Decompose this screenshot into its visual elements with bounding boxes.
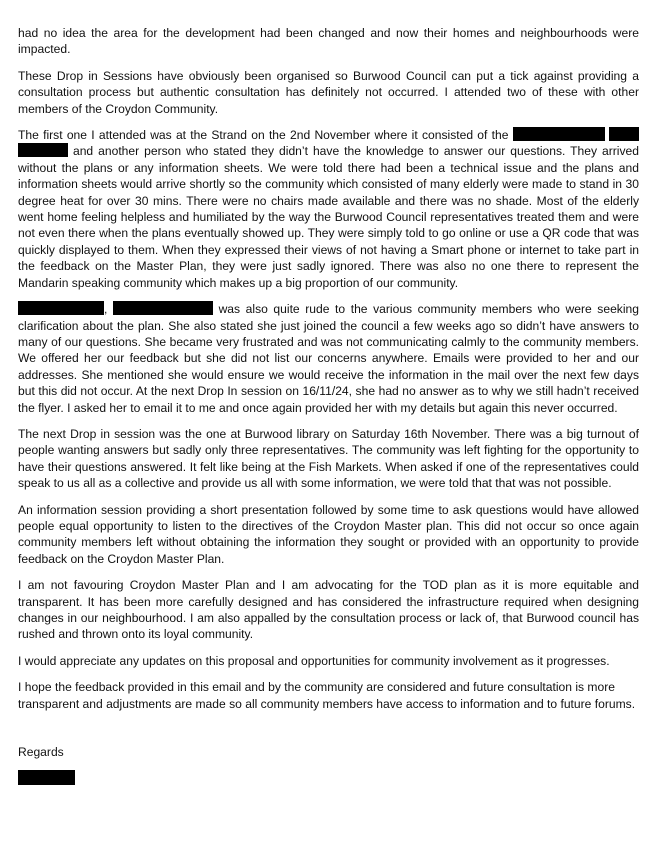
paragraph-2: These Drop in Sessions have obviously been organised so Burwood Council can put a tick against providing a consultation process but authentic consultation has definitely not occurred. I attended two of these with other members of the Croydon Community.	[18, 68, 639, 116]
redaction-block	[113, 301, 213, 315]
redaction-block	[513, 127, 605, 141]
paragraph-8: I would appreciate any updates on this proposal and opportunities for community involvement as it progresses.	[18, 653, 610, 668]
redaction-block	[18, 143, 68, 157]
paragraph-4	[18, 301, 639, 416]
redaction-block	[609, 127, 639, 141]
paragraph-5: The next Drop in session was the one at Burwood library on Saturday 16th November. There was a big turnout of people wanting answers but sadly only three representatives. The community was left fighting for the opportunity to have their questions answered. It felt like being at the Fish Markets. When asked if one of the representatives could speak to us all as a collective and provide us all with some information, we were told that that was not possible.	[18, 426, 639, 491]
redaction-block	[18, 301, 104, 315]
paragraph-7: I am not favouring Croydon Master Plan and I am advocating for the TOD plan as it is more equitable and transparent. It has been more carefully designed and has considered the infrastructure required when designing changes in our neighbourhood. I am also appalled by the consultation process or lack of, that Burwood council has rushed and thrown onto its loyal community.	[18, 578, 639, 642]
closing-salutation: Regards	[18, 745, 64, 760]
paragraph-4-comma: ,	[104, 302, 108, 317]
paragraph-4-body: was also quite rude to the various community members who were seeking clarification about the plan. She also stated she just joined the council a few weeks ago so didn’t have answers to many of our questions. She became very frustrated and was not communicating calmly to the community members. We offered her our feedback but she did not list our concerns anywhere. Emails were provided to her and our addresses. She mentioned she would ensure we would receive the information in the mail over the next few days but this did not occur. At the next Drop In session on 16/11/24, she had no answer as to why we still hadn’t received the flyer. I asked her to email it to me and once again provided her with my details but again this never occurred.	[18, 302, 639, 415]
letter-body	[18, 25, 639, 785]
paragraph-6: An information session providing a short presentation followed by some time to ask questions would have allowed people equal opportunity to listen to the directives of the Croydon Master plan. This did not occur so once again community members left without obtaining the information they sought or provided with an opportunity to provide feedback on the Croydon Master Plan.	[18, 502, 639, 566]
redacted-signature	[18, 770, 75, 785]
paragraph-3-body: and another person who stated they didn’t have the knowledge to answer our questions. They arrived without the plans or any information sheets. We were told there had been a technical issue and the plans and information sheets would arrive shortly so the community which consisted of many elderly were made to stand in 30 degree heat for over 30 mins. There were no chairs made available and there was no shade. Most of the elderly went home feeling helpless and humiliated by the way the Burwood Council representatives treated them and were not even there when the plans eventually showed up. They were simply told to go online or use a QR code that was quickly displayed to them. When they expressed their views of not having a Smart phone or internet to take part in the feedback on the Master Plan, they were just sadly ignored. There was also no one there to represent the Mandarin speaking community which makes up a big proportion of our community.	[18, 144, 639, 290]
paragraph-1: had no idea the area for the development had been changed and now their homes and neighbourhoods were impacted.	[18, 26, 639, 57]
paragraph-9: I hope the feedback provided in this email and by the community are considered and future consultation is more transparent and adjustments are made so all community members have access to information and to future forums.	[18, 680, 636, 711]
paragraph-3-intro: The first one I attended was at the Strand on the 2nd November where it consisted of the	[18, 128, 509, 143]
paragraph-3	[18, 127, 639, 291]
